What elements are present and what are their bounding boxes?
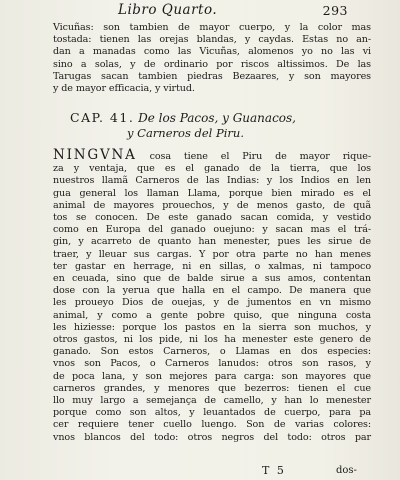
text-line: gua general los llaman Llama, porque bien mirado es el [53,187,371,199]
text-line: traer, y lleuar sus cargas. Y por otra parte no han menes [53,248,371,260]
text-line: y de mayor efficacia, y virtud. [53,83,195,95]
chapter-label: CAP. 41. [70,110,135,125]
opening-word: NINGVNA [53,147,137,163]
text-line: carneros grandes, y menores que bezerros: tienen el cue [53,382,371,394]
text-line: vnos son Pacos, o Carneros lanudos: otros son rasos, y [53,358,371,370]
paragraph-top [53,22,371,95]
signature-mark: T 5 [262,464,286,477]
text-line: cer requiere tener cuello luengo. Son de varias colores: [53,419,371,431]
page-footer [0,464,400,478]
text-line: ganado. Son estos Carneros, o Llamas en dos especies: [53,346,371,358]
chapter-title-line1 [70,110,296,125]
chapter-title: De los Pacos, y Guanacos, [138,111,296,125]
text-line: llo muy largo a semejança de camello, y han lo menester [53,395,371,407]
text-line: sino a solas, y de ordinario por riscos altissimos. De las [53,58,371,70]
chapter-title-line2: y Carneros del Piru. [127,126,244,140]
paragraph-main [53,149,371,444]
opening-line [53,149,371,163]
text-line: vnos blancos del todo: otros negros del todo: otros par [53,431,371,443]
text-line: tos se conocen. De este ganado sacan comida, y vestido [53,212,371,224]
running-title: Libro Quarto. [118,2,218,18]
opening-line-rest: cosa tiene el Piru de mayor rique- [149,151,371,162]
text-line: Tarugas sacan tambien piedras Bezaares, y son mayores [53,70,371,82]
text-line: porque como son altos, y leuantados de cuerpo, para pa [53,407,371,419]
text-line: animal de mayores prouechos, y de menos gasto, de quã [53,199,371,211]
page-header [0,2,400,18]
text-line: como en Europa del ganado ouejuno: y sacan mas el trá- [53,224,371,236]
text-line: nuestros llamã Carneros de las Indias: y los Indios en len [53,175,371,187]
page-number: 293 [322,3,348,18]
text-line: de poca lana, y son mejores para carga: son mayores que [53,370,371,382]
text-line: gin, y acarreto de quanto han menester, pues les sirue de [53,236,371,248]
catchword: dos- [336,465,357,476]
text-line: les hiziesse: porque los pastos en la sierra son muchos, y [53,321,371,333]
text-line: ter gastar en herrage, ni en sillas, o xalmas, ni tampoco [53,260,371,272]
text-line: animal, y como a gente pobre quiso, que ninguna costa [53,309,371,321]
text-line: tostada: tienen las orejas blandas, y caydas. Estas no an- [53,34,371,46]
text-line: dose con la yerua que halla en el campo. De manera que [53,285,371,297]
text-line: Vicuñas: son tambien de mayor cuerpo, y la color mas [53,22,371,33]
text-line: les proueyo Dios de ouejas, y de jumentos en vn mismo [53,297,371,309]
text-line: dan a manadas como las Vicuñas, alomenos yo no las vi [53,46,371,58]
text-line: za y ventaja, que es el ganado de la tierra, que los [53,163,371,175]
text-line: otros gastos, ni los pide, ni los ha menester este genero de [53,334,371,346]
text-line: en ceuada, sino que de balde sirue a sus amos, contentan [53,273,371,285]
